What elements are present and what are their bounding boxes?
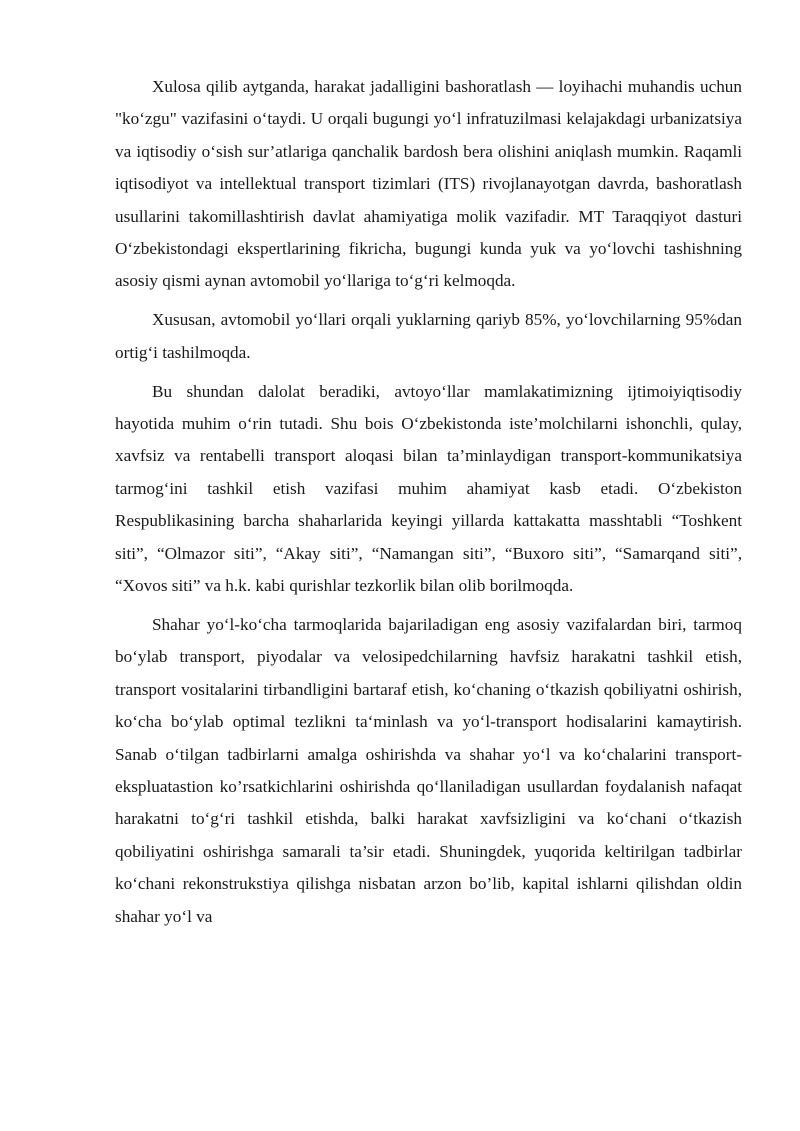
paragraph-conclusion: Xulosa qilib aytganda, harakat jadalligini bashoratlash — loyihachi muhandis uchun "ko‘zgu" vazifasini o‘taydi. U orqali bugungi yo‘l infratuzilmasi kelajakdagi urbanizatsiya va iqtisodiy o‘sish sur’atlariga qanchalik bardosh bera olishini aniqlash mumkin. Raqamli iqtisodiyot va intellektual transport tizimlari (ITS) rivojlanayotgan davrda, bashoratlash usullarini takomillashtirish davlat ahamiyatiga molik vazifadir. MT Taraqqiyot dasturi O‘zbekistondagi ekspertlarining fikricha, bugungi kunda yuk va yo‘lovchi tashishning asosiy qismi aynan avtomobil yo‘llariga to‘g‘ri kelmoqda.	[115, 77, 742, 291]
body-text	[115, 71, 742, 940]
paragraph-road-importance: Bu shundan dalolat beradiki, avtoyo‘llar mamlakatimizning ijtimoiyiqtisodiy hayotida muhim o‘rin tutadi. Shu bois O‘zbekistonda iste’molchilarni ishonchli, qulay, xavfsiz va rentabelli transport aloqasi bilan ta’minlaydigan transport-kommunikatsiya tarmog‘ini tashkil etish vazifasi muhim ahamiyat kasb etadi. O‘zbekiston Respublikasining barcha shaharlarida keyingi yillarda kattakatta masshtabli “Toshkent siti”, “Olmazor siti”, “Akay siti”, “Namangan siti”, “Buxoro siti”, “Samarqand siti”, “Xovos siti” va h.k. kabi qurishlar tezkorlik bilan olib borilmoqda.	[115, 381, 742, 596]
paragraph-statistics: Xususan, avtomobil yo‘llari orqali yuklarning qariyb 85%, yo‘lovchilarning 95%dan ortig‘i tashilmoqda.	[115, 310, 742, 362]
paragraph-street-network-tasks: Shahar yo‘l-ko‘cha tarmoqlarida bajariladigan eng asosiy vazifalardan biri, tarmoq bo‘ylab transport, piyodalar va velosipedchilarning havfsiz harakatni tashkil etish, transport vositalarini tirbandligini bartaraf etish, ko‘chaning o‘tkazish qobiliyatni oshirish, ko‘cha bo‘ylab optimal tezlikni ta‘minlash va yo‘l-transport hodisalarini kamaytirish. Sanab o‘tilgan tadbirlarni amalga oshirishda va shahar yo‘l va ko‘chalarini transport-ekspluatastion ko’rsatkichlarini oshirishda qo‘llaniladigan usullardan foydalanish nafaqat harakatni to‘g‘ri tashkil etishda, balki harakat xavfsizligini va ko‘chani o‘tkazish qobiliyatini oshirishga samarali ta’sir etadi. Shuningdek, yuqorida keltirilgan tadbirlar ko‘chani rekonstrukstiya qilishga nisbatan arzon bo’lib, kapital ishlarni qilishdan oldin shahar yo‘l va	[115, 615, 742, 926]
